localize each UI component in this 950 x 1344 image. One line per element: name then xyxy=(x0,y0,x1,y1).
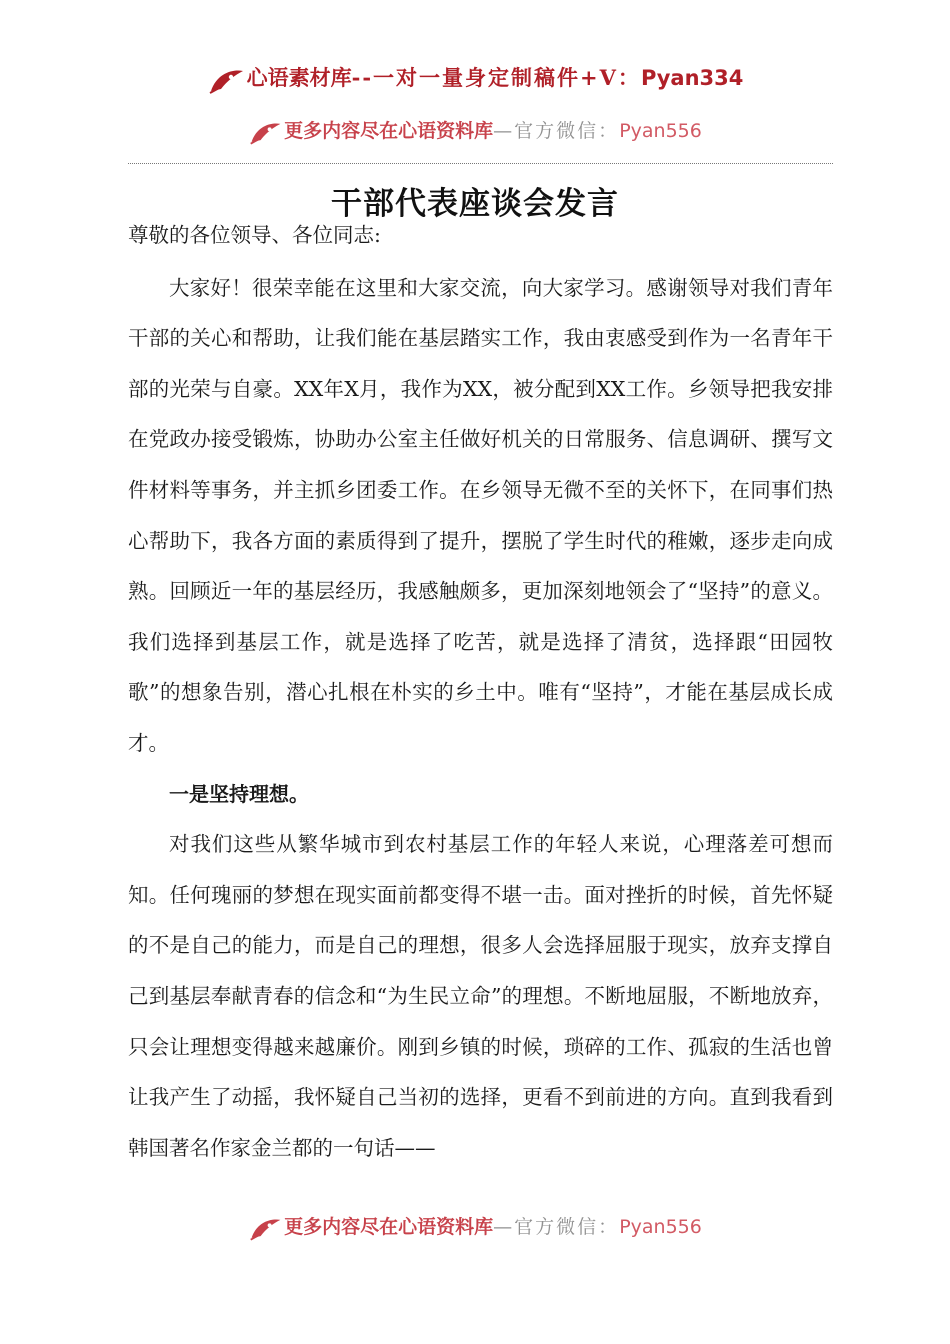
brand-name: 心语素材库 xyxy=(246,65,352,90)
header-divider xyxy=(128,163,833,164)
more-content-text: 更多内容尽在心语资料库 xyxy=(284,120,494,142)
salutation: 尊敬的各位领导、各位同志: xyxy=(128,223,381,247)
document-title: 干部代表座谈会发言 xyxy=(331,186,619,222)
pen-nib-icon xyxy=(248,118,284,146)
footer-official-label: —官方微信： xyxy=(493,1216,620,1238)
paragraph: 大家好！很荣幸能在这里和大家交流，向大家学习。感谢领导对我们青年干部的关心和帮助，让我们能在基层踏实工作，我由衷感受到作为一名青年干部的光荣与自豪。XX年X月，我作为XX，被分配到XX工作。乡领导把我安排在党政办接受锻炼，协助办公室主任做好机关的日常服务、信息调研、撰写文件材料等事务，并主抓乡团委工作。在乡领导无微不至的关怀下，在同事们热心帮助下，我各方面的素质得到了提升，摆脱了学生时代的稚嫩，逐步走向成熟。回顾近一年的基层经历，我感触颇多，更加深刻地领会了“坚持”的意义。我们选择到基层工作，就是选择了吃苦，就是选择了清贫，选择跟“田园牧歌”的想象告别，潜心扎根在朴实的乡土中。唯有“坚持”，才能在基层成长成才。 xyxy=(128,275,833,755)
header-banner xyxy=(0,62,950,95)
document-body xyxy=(128,212,833,1173)
paragraph: 对我们这些从繁华城市到农村基层工作的年轻人来说，心理落差可想而知。任何瑰丽的梦想在现实面前都变得不堪一击。面对挫折的时候，首先怀疑的不是自己的能力，而是自己的理想，很多人会选择屈服于现实，放弃支撑自己到基层奉献青春的信念和“为生民立命”的理想。不断地屈服，不断地放弃，只会让理想变得越来越廉价。刚到乡镇的时候，琐碎的工作、孤寂的生活也曾让我产生了动摇，我怀疑自己当初的选择，更看不到前进的方向。直到我看到韩国著名作家金兰都的一句话—— xyxy=(128,832,833,1160)
section-heading: 一是坚持理想。 xyxy=(169,781,309,806)
header-subline xyxy=(0,116,950,146)
brand-slogan: --一对一量身定制稿件+V： xyxy=(351,65,641,90)
footer-official-id: Pyan556 xyxy=(619,1216,702,1238)
pen-nib-icon xyxy=(248,1214,284,1242)
footer-banner xyxy=(0,1212,950,1242)
official-id: Pyan556 xyxy=(619,120,702,142)
wechat-id: Pyan334 xyxy=(640,66,744,90)
pen-nib-icon xyxy=(207,65,247,95)
official-label: —官方微信： xyxy=(493,120,620,142)
footer-more-content: 更多内容尽在心语资料库 xyxy=(284,1216,494,1238)
